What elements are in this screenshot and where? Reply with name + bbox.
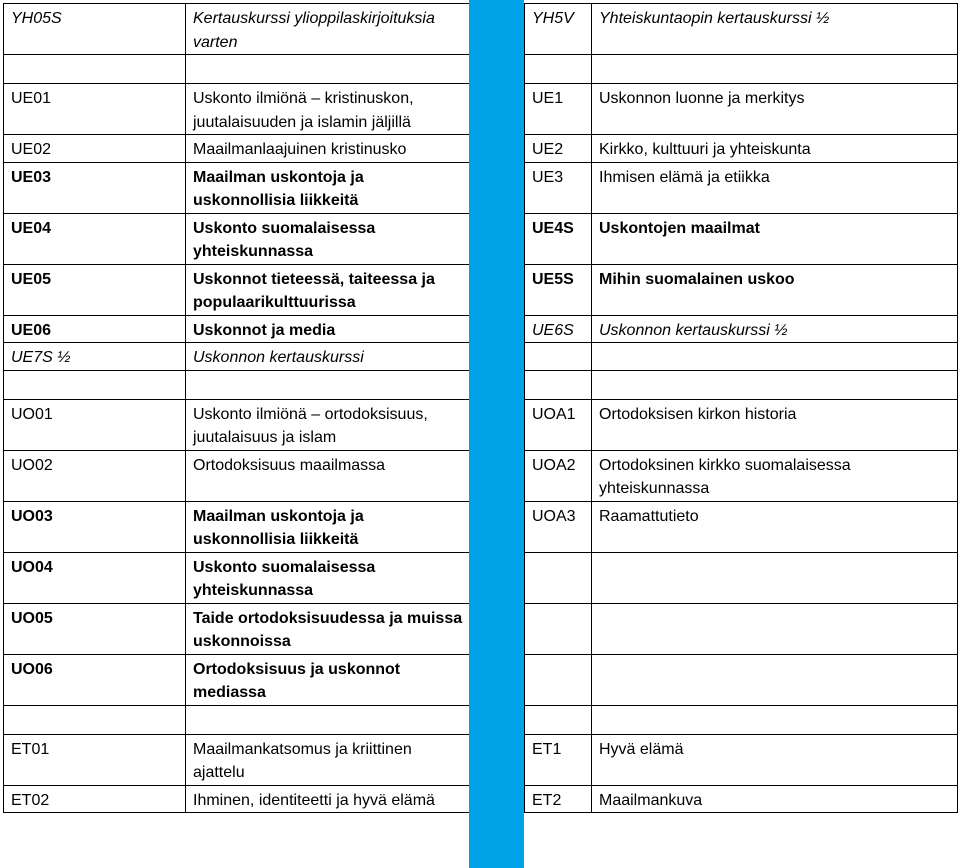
course-title	[592, 552, 958, 603]
course-title: Ortodoksisuus maailmassa	[186, 450, 470, 501]
course-code: ET1	[525, 734, 592, 785]
header-right-code: YH5V	[525, 4, 592, 55]
course-title: Uskonto ilmiönä – ortodoksisuus, juutalaisuus ja islam	[186, 399, 470, 450]
course-code: UO04	[4, 552, 186, 603]
course-title: Maailman uskontoja ja uskonnollisia liikkeitä	[186, 501, 470, 552]
course-code: ET01	[4, 734, 186, 785]
course-code: UE6S	[525, 315, 592, 343]
header-right-title: Yhteiskuntaopin kertauskurssi ½	[592, 4, 958, 55]
course-title	[592, 343, 958, 371]
course-title: Uskonnon kertauskurssi	[186, 343, 470, 371]
blue-divider-stripe	[469, 0, 524, 868]
course-title: Ortodoksisen kirkon historia	[592, 399, 958, 450]
course-code: UE04	[4, 213, 186, 264]
course-title: Maailmankuva	[592, 785, 958, 813]
course-title: Uskontojen maailmat	[592, 213, 958, 264]
course-title: Raamattutieto	[592, 501, 958, 552]
header-left-title: Kertauskurssi ylioppilaskirjoituksia varten	[186, 4, 470, 55]
course-title: Ortodoksisuus ja uskonnot mediassa	[186, 654, 470, 705]
course-code: UE5S	[525, 264, 592, 315]
header-left-code: YH05S	[4, 4, 186, 55]
course-title: Kirkko, kulttuuri ja yhteiskunta	[592, 135, 958, 163]
course-title: Mihin suomalainen uskoo	[592, 264, 958, 315]
course-code: ET02	[4, 785, 186, 813]
course-title: Maailman uskontoja ja uskonnollisia liikkeitä	[186, 162, 470, 213]
course-title: Ortodoksinen kirkko suomalaisessa yhteiskunnassa	[592, 450, 958, 501]
course-code: UO01	[4, 399, 186, 450]
course-title: Uskonnon luonne ja merkitys	[592, 84, 958, 135]
course-title: Uskonto ilmiönä – kristinuskon, juutalaisuuden ja islamin jäljillä	[186, 84, 470, 135]
course-code: UO05	[4, 603, 186, 654]
course-code	[525, 552, 592, 603]
course-code: UOA2	[525, 450, 592, 501]
course-title: Ihminen, identiteetti ja hyvä elämä	[186, 785, 470, 813]
course-title	[592, 603, 958, 654]
course-code: UO06	[4, 654, 186, 705]
course-code	[525, 654, 592, 705]
course-title: Ihmisen elämä ja etiikka	[592, 162, 958, 213]
course-code: UE02	[4, 135, 186, 163]
course-title: Uskonto suomalaisessa yhteiskunnassa	[186, 213, 470, 264]
course-code: UE3	[525, 162, 592, 213]
course-title: Uskonnot tieteessä, taiteessa ja populaarikulttuurissa	[186, 264, 470, 315]
course-code: UE01	[4, 84, 186, 135]
course-code: UOA3	[525, 501, 592, 552]
course-code: UOA1	[525, 399, 592, 450]
course-code: UE05	[4, 264, 186, 315]
course-code	[525, 343, 592, 371]
course-title: Uskonnon kertauskurssi ½	[592, 315, 958, 343]
course-title: Uskonnot ja media	[186, 315, 470, 343]
course-code: UE1	[525, 84, 592, 135]
course-code: UE7S ½	[4, 343, 186, 371]
course-title: Maailmankatsomus ja kriittinen ajattelu	[186, 734, 470, 785]
course-code: UE2	[525, 135, 592, 163]
course-code: UE4S	[525, 213, 592, 264]
course-title	[592, 654, 958, 705]
course-title: Hyvä elämä	[592, 734, 958, 785]
course-code: UO02	[4, 450, 186, 501]
course-title: Uskonto suomalaisessa yhteiskunnassa	[186, 552, 470, 603]
course-code	[525, 603, 592, 654]
course-code: ET2	[525, 785, 592, 813]
course-code: UE03	[4, 162, 186, 213]
course-title: Maailmanlaajuinen kristinusko	[186, 135, 470, 163]
course-title: Taide ortodoksisuudessa ja muissa uskonnoissa	[186, 603, 470, 654]
course-code: UE06	[4, 315, 186, 343]
course-code: UO03	[4, 501, 186, 552]
